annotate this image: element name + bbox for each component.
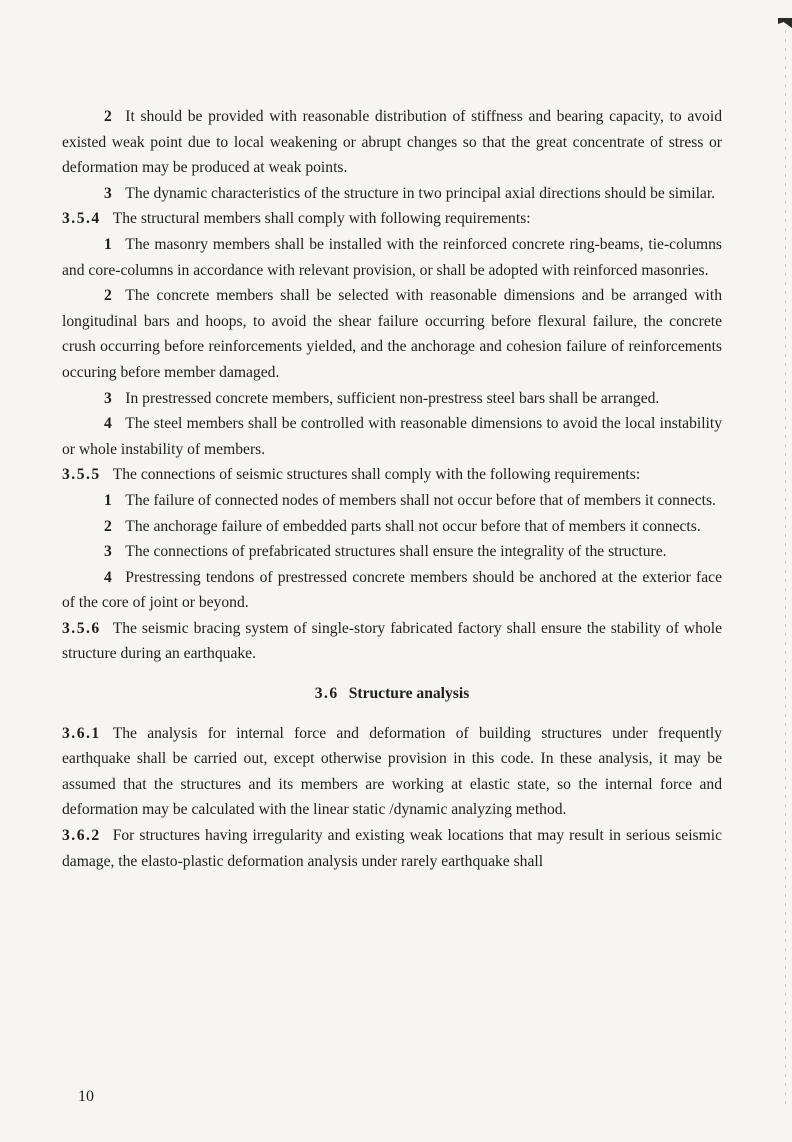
clause-number: 3.6.2: [62, 827, 101, 845]
item-number: 1: [104, 235, 114, 253]
clause-paragraph: [62, 462, 722, 488]
item-number: 2: [104, 517, 114, 535]
paragraph-text: The seismic bracing system of single-story fabricated factory shall ensure the stability of whole structure during an earthquake.: [62, 619, 722, 663]
paragraph-text: The failure of connected nodes of members shall not occur before that of members it connects.: [125, 491, 716, 509]
section-3-5-continued: [62, 104, 722, 667]
list-item-paragraph: [62, 386, 722, 412]
item-number: 3: [104, 389, 114, 407]
list-item-paragraph: [62, 488, 722, 514]
list-item-paragraph: [62, 565, 722, 616]
paragraph-text: The anchorage failure of embedded parts shall not occur before that of members it connects.: [125, 517, 701, 535]
paragraph-text: Prestressing tendons of prestressed concrete members should be anchored at the exterior face of the core of joint or beyond.: [62, 568, 722, 612]
item-number: 2: [104, 287, 114, 305]
list-item-paragraph: [62, 411, 722, 462]
clause-number: 3.6.1: [62, 724, 101, 742]
page-content: [62, 104, 722, 874]
list-item-paragraph: [62, 232, 722, 283]
item-number: 2: [104, 108, 114, 125]
section-heading-number: 3.6: [314, 685, 339, 703]
paragraph-text: For structures having irregularity and existing weak locations that may result in serious seismic damage, the elasto-plastic deformation analysis under rarely earthquake shall: [62, 827, 722, 870]
item-number: 3: [104, 184, 114, 202]
clause-paragraph: [62, 823, 722, 874]
page-edge-line: [785, 30, 786, 1110]
item-number: 4: [104, 415, 114, 433]
item-number: 3: [104, 543, 114, 561]
clause-paragraph: [62, 206, 722, 232]
clause-paragraph: [62, 721, 722, 823]
clause-paragraph: [62, 616, 722, 667]
clause-number: 3.5.6: [62, 619, 101, 637]
paragraph-text: The steel members shall be controlled with reasonable dimensions to avoid the local instability or whole instability of members.: [62, 415, 722, 458]
section-heading: [62, 681, 722, 707]
clause-number: 3.5.4: [62, 210, 101, 228]
paragraph-text: The masonry members shall be installed with the reinforced concrete ring-beams, tie-columns and core-columns in accordance with relevant provision, or shall be adopted with reinforced masonries.: [62, 235, 722, 279]
list-item-paragraph: [62, 181, 722, 207]
list-item-paragraph: [62, 539, 722, 565]
list-item-paragraph: [62, 514, 722, 540]
paragraph-text: The structural members shall comply with following requirements:: [112, 210, 531, 228]
page-edge-mark: [778, 18, 792, 28]
section-heading-title: Structure analysis: [348, 685, 470, 703]
item-number: 4: [104, 568, 114, 586]
list-item-paragraph: [62, 283, 722, 385]
item-number: 1: [104, 491, 114, 509]
paragraph-text: The concrete members shall be selected with reasonable dimensions and be arranged with longitudinal bars and hoops, to avoid the shear failure occurring before flexural failure, the concrete crush occurring before reinforcements yielded, and the anchorage and cohesion failure of reinforcements occuring before member damaged.: [62, 287, 722, 381]
paragraph-text: The analysis for internal force and deformation of building structures under frequently earthquake shall be carried out, except otherwise provision in this code. In these analysis, it may be assumed that the structures and its members are working at elastic state, so the internal force and deformation may be calculated with the linear static /dynamic analyzing method.: [62, 724, 722, 819]
paragraph-text: The connections of seismic structures shall comply with the following requirements:: [112, 466, 641, 484]
paragraph-text: The connections of prefabricated structures shall ensure the integrality of the structure.: [125, 543, 667, 561]
paragraph-text: In prestressed concrete members, sufficient non-prestress steel bars shall be arranged.: [125, 389, 660, 407]
page-number: 10: [78, 1088, 94, 1105]
paragraph-text: It should be provided with reasonable distribution of stiffness and bearing capacity, to avoid existed weak point due to local weakening or abrupt changes so that the great concentrate of stress or deformation may be produced at weak points.: [62, 108, 722, 177]
clause-number: 3.5.5: [62, 466, 101, 484]
section-3-6: [62, 721, 722, 875]
paragraph-text: The dynamic characteristics of the structure in two principal axial directions should be similar.: [125, 184, 716, 202]
list-item-paragraph: [62, 104, 722, 181]
